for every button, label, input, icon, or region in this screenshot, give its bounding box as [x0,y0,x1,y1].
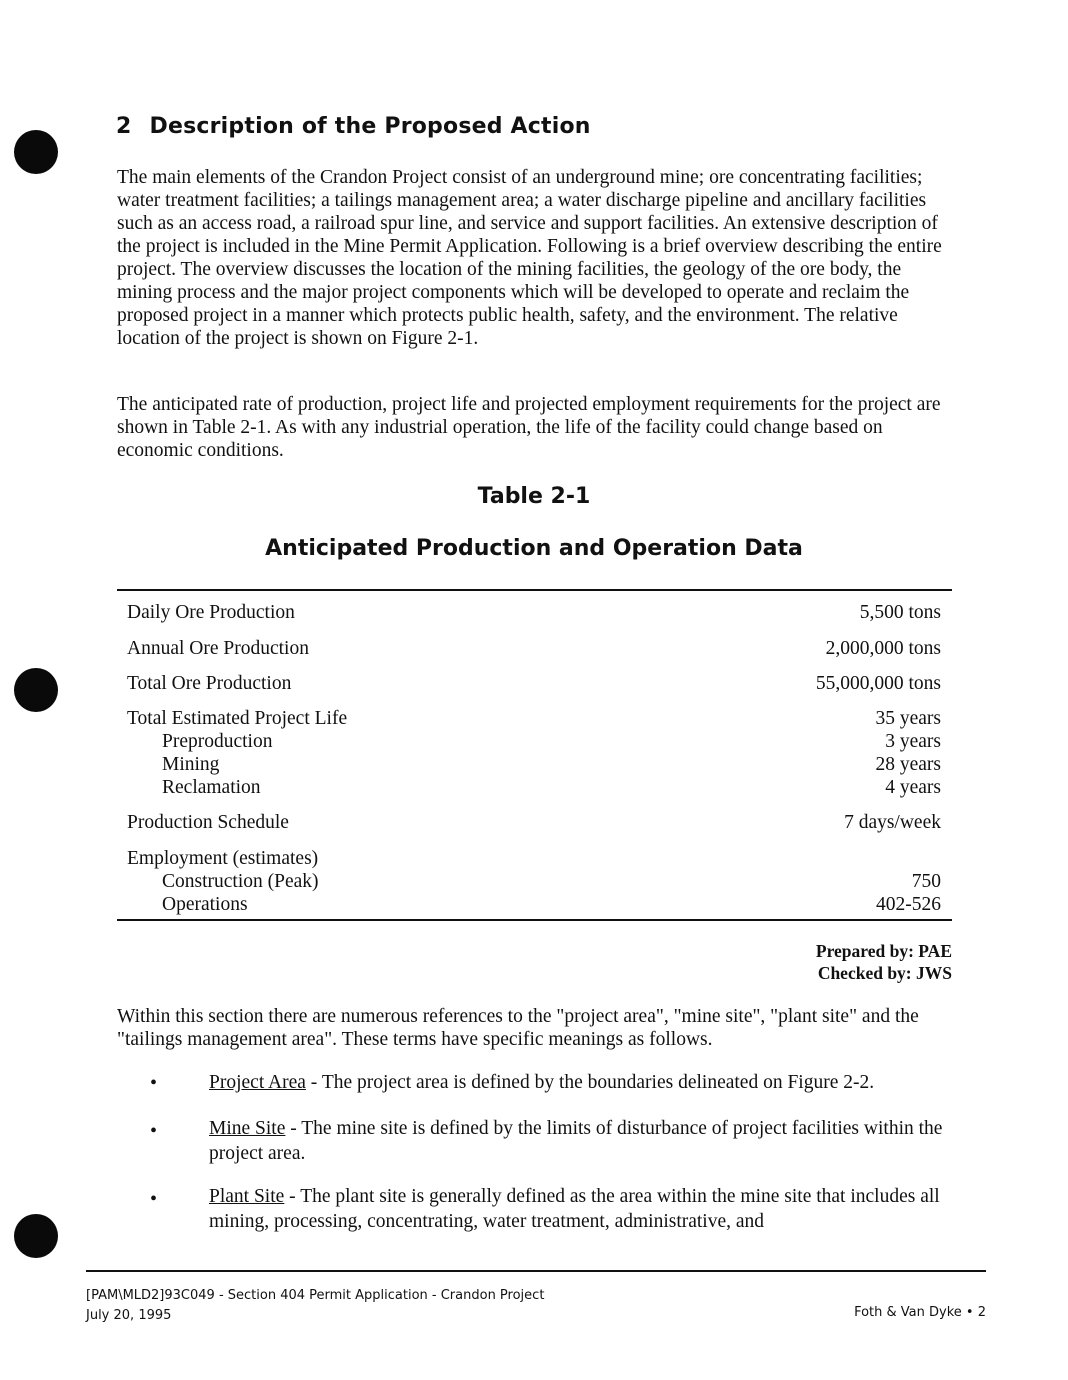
row-value: 55,000,000 tons [815,673,941,694]
bullet-definition: - The plant site is generally defined as the area within the mine site that includes all mining, processing, concentrating, water treatment, administrative, and [209,1186,940,1232]
row-value: 2,000,000 tons [825,638,941,659]
table-bottom-rule [117,919,952,921]
table-number: Table 2-1 [477,484,591,509]
row-label: Daily Ore Production [127,602,295,623]
binder-hole-middle [14,668,58,712]
binder-hole-top [14,130,58,174]
row-label: Employment (estimates) [127,848,319,869]
footer-date: July 20, 1995 [86,1308,172,1323]
binder-hole-bottom [14,1214,58,1258]
row-value: 750 [911,871,941,892]
production-paragraph: The anticipated rate of production, project life and projected employment requirements for the project are shown in Table 2-1. As with any industrial operation, the life of the facility could change based on economic conditions. [117,394,941,461]
bullet-item-mine-site [209,1116,954,1166]
row-label: Total Estimated Project Life [127,708,348,729]
bullet-icon: • [150,1072,158,1094]
row-value: 402-526 [876,894,941,915]
bullet-icon: • [150,1120,158,1142]
bullet-definition: - The project area is defined by the boundaries delineated on Figure 2-2. [305,1072,875,1093]
bullet-term: Plant Site [209,1186,285,1207]
footer-doc-ref: [PAM\MLD2]93C049 - Section 404 Permit Application - Crandon Project [86,1288,545,1303]
terms-paragraph: Within this section there are numerous references to the "project area", "mine site", "plant site" and the "tailings management area". These terms have specific meanings as follows. [117,1006,919,1050]
row-value: 35 years [875,708,941,729]
bullet-item-project-area [209,1070,954,1095]
row-value: 28 years [875,754,941,775]
row-label: Mining [162,754,220,775]
section-heading [116,114,591,139]
row-value: 7 days/week [844,812,941,833]
row-label: Production Schedule [127,812,289,833]
bullet-term: Project Area [209,1072,306,1093]
intro-paragraph: The main elements of the Crandon Project consist of an underground mine; ore concentrating facilities; water treatment facilities; a tailings management area; a water discharge pipeline and ancillary facilities such as an access road, a railroad spur line, and service and support facilities. An extensive description of the project is included in the Mine Permit Application. Following is a brief overview describing the entire project. The overview discusses the location of the mining facilities, the geology of the ore body, the mining process and the major project components which will be developed to operate and reclaim the proposed project in a manner which protects public health, safety, and the environment. The relative location of the project is shown on Figure 2-1. [117,167,942,349]
checked-by: Checked by: JWS [817,963,952,983]
bullet-term: Mine Site [209,1118,286,1139]
row-label: Reclamation [162,777,261,798]
bullet-definition: - The mine site is defined by the limits of disturbance of project facilities within the project area. [209,1118,943,1164]
footer-rule [86,1270,986,1272]
section-number: 2 [116,114,132,139]
bullet-item-plant-site [209,1184,954,1234]
row-label: Total Ore Production [127,673,292,694]
footer-company-page: Foth & Van Dyke • 2 [854,1305,986,1320]
table-top-rule [117,589,952,591]
row-label: Construction (Peak) [162,871,319,892]
bullet-icon: • [150,1188,158,1210]
table-title: Anticipated Production and Operation Data [265,536,803,561]
row-value: 4 years [885,777,941,798]
row-label: Operations [162,894,248,915]
row-value: 5,500 tons [859,602,941,623]
row-label: Annual Ore Production [127,638,309,659]
prepared-by: Prepared by: PAE [815,941,952,961]
row-label: Preproduction [162,731,273,752]
section-title: Description of the Proposed Action [149,114,591,139]
row-value: 3 years [885,731,941,752]
